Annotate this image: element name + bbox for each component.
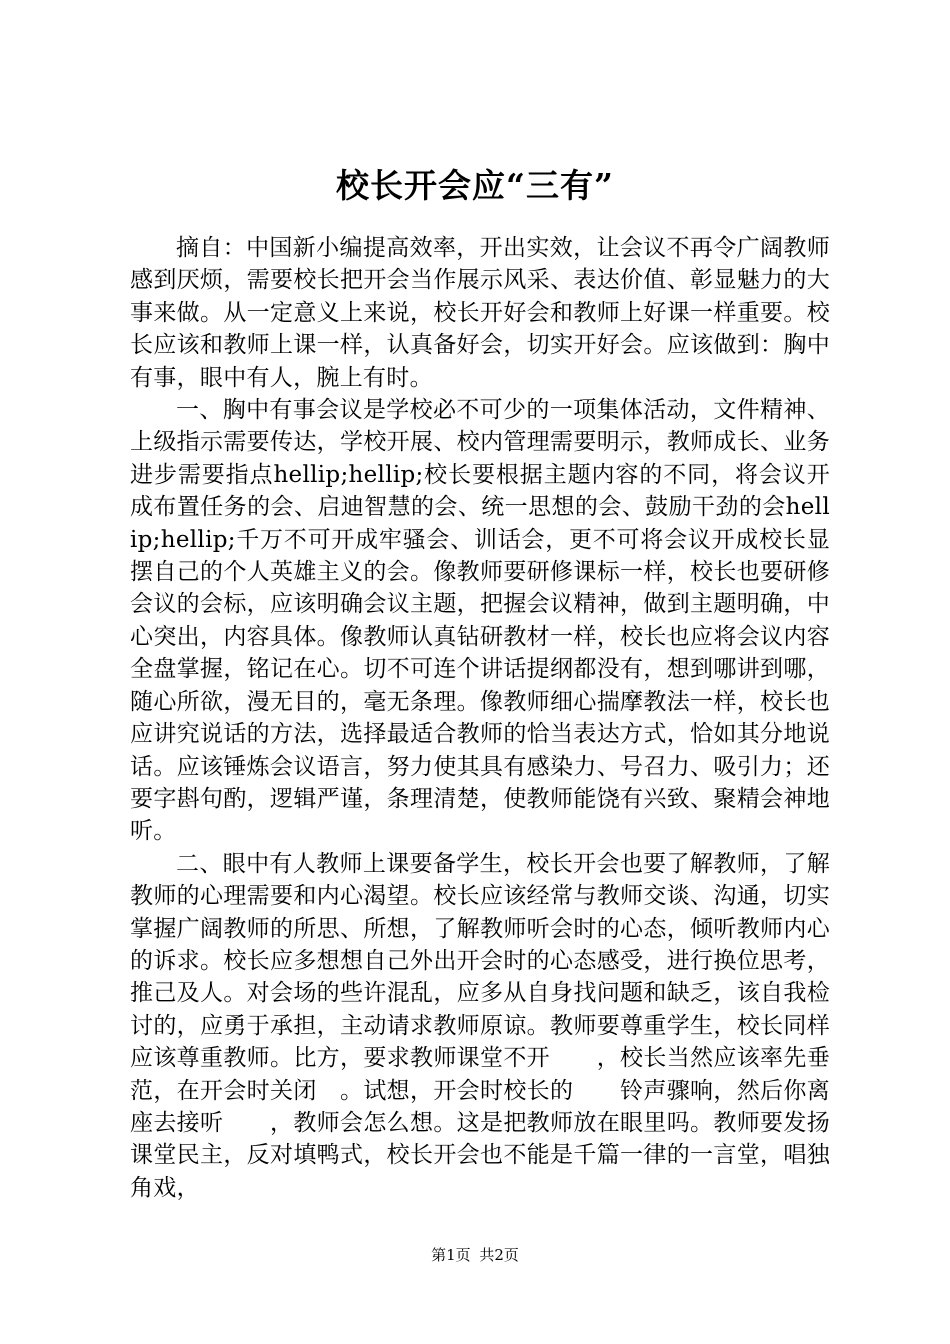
paragraph-section-1: 一、胸中有事会议是学校必不可少的一项集体活动，文件精神、上级指示需要传达，学校开展、校内管理需要明示，教师成长、业务进步需要指点hellip;hellip;校长要根据主题内容的不同，将会议开成布置任务的会、启迪智慧的会、统一思想的会、鼓励干劲的会hellip;hellip;千万不可开成牢骚会、训话会，更不可将会议开成校长显摆自己的个人英雄主义的会。像教师要研修课标一样，校长也要研修会议的会标，应该明确会议主题，把握会议精神，做到主题明确，中心突出，内容具体。像教师认真钻研教材一样，校长也应将会议内容全盘掌握，铭记在心。切不可连个讲话提纲都没有，想到哪讲到哪，随心所欲，漫无目的，毫无条理。像教师细心揣摩教法一样，校长也应讲究说话的方法，选择最适合教师的恰当表达方式，恰如其分地说话。应该锤炼会议语言，努力使其具有感染力、号召力、吸引力；还要字斟句酌，逻辑严谨，条理清楚，使教师能饶有兴致、聚精会神地听。 bbox=[130, 397, 830, 845]
page-total: 共2页 bbox=[479, 1246, 519, 1264]
paragraph-abstract: 摘自：中国新小编提高效率，开出实效，让会议不再令广阔教师感到厌烦，需要校长把开会当作展示风采、表达价值、彰显魅力的大事来做。从一定意义上来说，校长开好会和教师上好课一样重要。校长应该和教师上课一样，认真备好会，切实开好会。应该做到：胸中有事，眼中有人，腕上有时。 bbox=[130, 235, 830, 391]
document-body bbox=[130, 232, 830, 1204]
page-footer bbox=[0, 1245, 950, 1265]
paragraph-section-2: 二、眼中有人教师上课要备学生，校长开会也要了解教师，了解教师的心理需要和内心渴望。校长应该经常与教师交谈、沟通，切实掌握广阔教师的所思、所想，了解教师听会时的心态，倾听教师内心的诉求。校长应多想想自己外出开会时的心态感受，进行换位思考，推己及人。对会场的些许混乱，应多从自身找问题和缺乏，该自我检讨的，应勇于承担，主动请求教师原谅。教师要尊重学生，校长同样应该尊重教师。比方，要求教师课堂不开 ，校长当然应该率先垂范，在开会时关闭 。试想，开会时校长的 铃声骤响，然后你离座去接听 ，教师会怎么想。这是把教师放在眼里吗。教师要发扬课堂民主，反对填鸭式，校长开会也不能是千篇一律的一言堂，唱独角戏， bbox=[130, 850, 830, 1201]
page-title: 校长开会应“三有” bbox=[336, 166, 614, 205]
page-number: 第1页 bbox=[431, 1246, 471, 1264]
